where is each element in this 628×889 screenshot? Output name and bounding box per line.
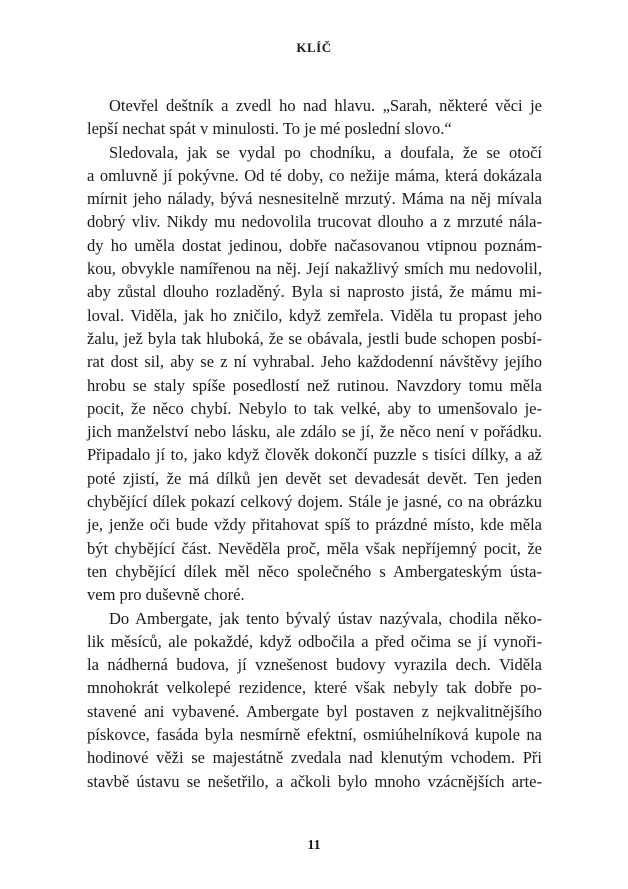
- text-line: lik měsíců, ale pokaždé, když odbočila a před očima se jí vynoři-: [87, 631, 542, 651]
- text-line: stavbě ústavu se nešetřilo, a ačkoli bylo mnoho vzácnějších arte-: [87, 771, 542, 791]
- text-line: Připadalo jí to, jako když člověk dokončí puzzle s tisíci dílky, a až: [87, 445, 542, 465]
- text-line: hodinové věži se majestátně zvedala nad klenutým vchodem. Při: [87, 748, 542, 768]
- text-line: lepší nechat spát v minulosti. To je mé poslední slovo.“: [87, 119, 452, 139]
- body-text: [87, 94, 542, 793]
- page-number: 11: [307, 838, 321, 853]
- text-line: stavené ani vybavené. Ambergate byl postaven z nejkvalitnějšího: [87, 701, 542, 721]
- text-line: loval. Viděla, jak ho zničilo, když zemřela. Viděla tu propast jeho: [87, 305, 542, 325]
- text-line: vem pro duševně choré.: [87, 585, 245, 605]
- text-line: dy ho uměla dostat jedinou, dobře načasovanou vtipnou poznám-: [87, 235, 542, 255]
- text-line: být chybějící část. Nevěděla proč, měla však nepříjemný pocit, že: [87, 538, 542, 558]
- text-line: je, jenže oči bude vždy přitahovat spíš to prázdné místo, kde měla: [87, 515, 542, 535]
- text-line: pískovce, fasáda byla nesmírně efektní, osmiúhelníková kupole na: [87, 725, 542, 745]
- text-line: Otevřel deštník a zvedl ho nad hlavu. „Sarah, některé věci je: [109, 96, 542, 115]
- running-head: KLÍČ: [296, 40, 332, 55]
- text-line: pocit, že něco chybí. Nebylo to tak velké, aby to umenšovalo je-: [87, 398, 542, 418]
- text-line: jich manželství nebo lásku, ale zdálo se jí, že něco není v pořádku.: [87, 422, 542, 442]
- text-line: hrobu se staly spíše posedlostí než rutinou. Navzdory tomu měla: [87, 375, 542, 395]
- text-line: dobrý vliv. Nikdy mu nedovolila trucovat dlouho a z mrzuté nála-: [87, 212, 542, 232]
- text-line: rat dost sil, aby se z ní vyhrabal. Jeho každodenní návštěvy jejího: [87, 352, 542, 372]
- text-line: poté zjistí, že má dílků jen devět set devadesát devět. Ten jeden: [87, 468, 542, 488]
- text-line: chybějící dílek pokazí celkový dojem. Stále je jasné, co na obrázku: [87, 492, 542, 512]
- text-line: kou, obvykle namířenou na něj. Její nakažlivý smích mu nedovolil,: [87, 259, 542, 279]
- text-line: ten chybějící dílek měl něco společného s Ambergateským ústa-: [87, 561, 542, 581]
- text-line: žalu, jež byla tak hluboká, že se obávala, jestli bude schopen posbí-: [87, 328, 542, 348]
- text-line: mnohokrát velkolepé rezidence, které však nebyly tak dobře po-: [87, 678, 542, 698]
- text-line: la nádherná budova, jí vznešenost budovy vyrazila dech. Viděla: [87, 655, 542, 675]
- text-line: mírnit jeho nálady, bývá nesnesitelně mrzutý. Máma na něj mívala: [87, 189, 542, 209]
- text-line: Do Ambergate, jak tento bývalý ústav nazývala, chodila něko-: [109, 608, 542, 628]
- text-line: Sledovala, jak se vydal po chodníku, a doufala, že se otočí: [109, 142, 542, 162]
- text-line: aby zůstal dlouho rozladěný. Byla si naprosto jistá, že mámu mi-: [87, 282, 542, 302]
- text-line: a omluvně jí pokývne. Od té doby, co nežije máma, která dokázala: [87, 165, 542, 185]
